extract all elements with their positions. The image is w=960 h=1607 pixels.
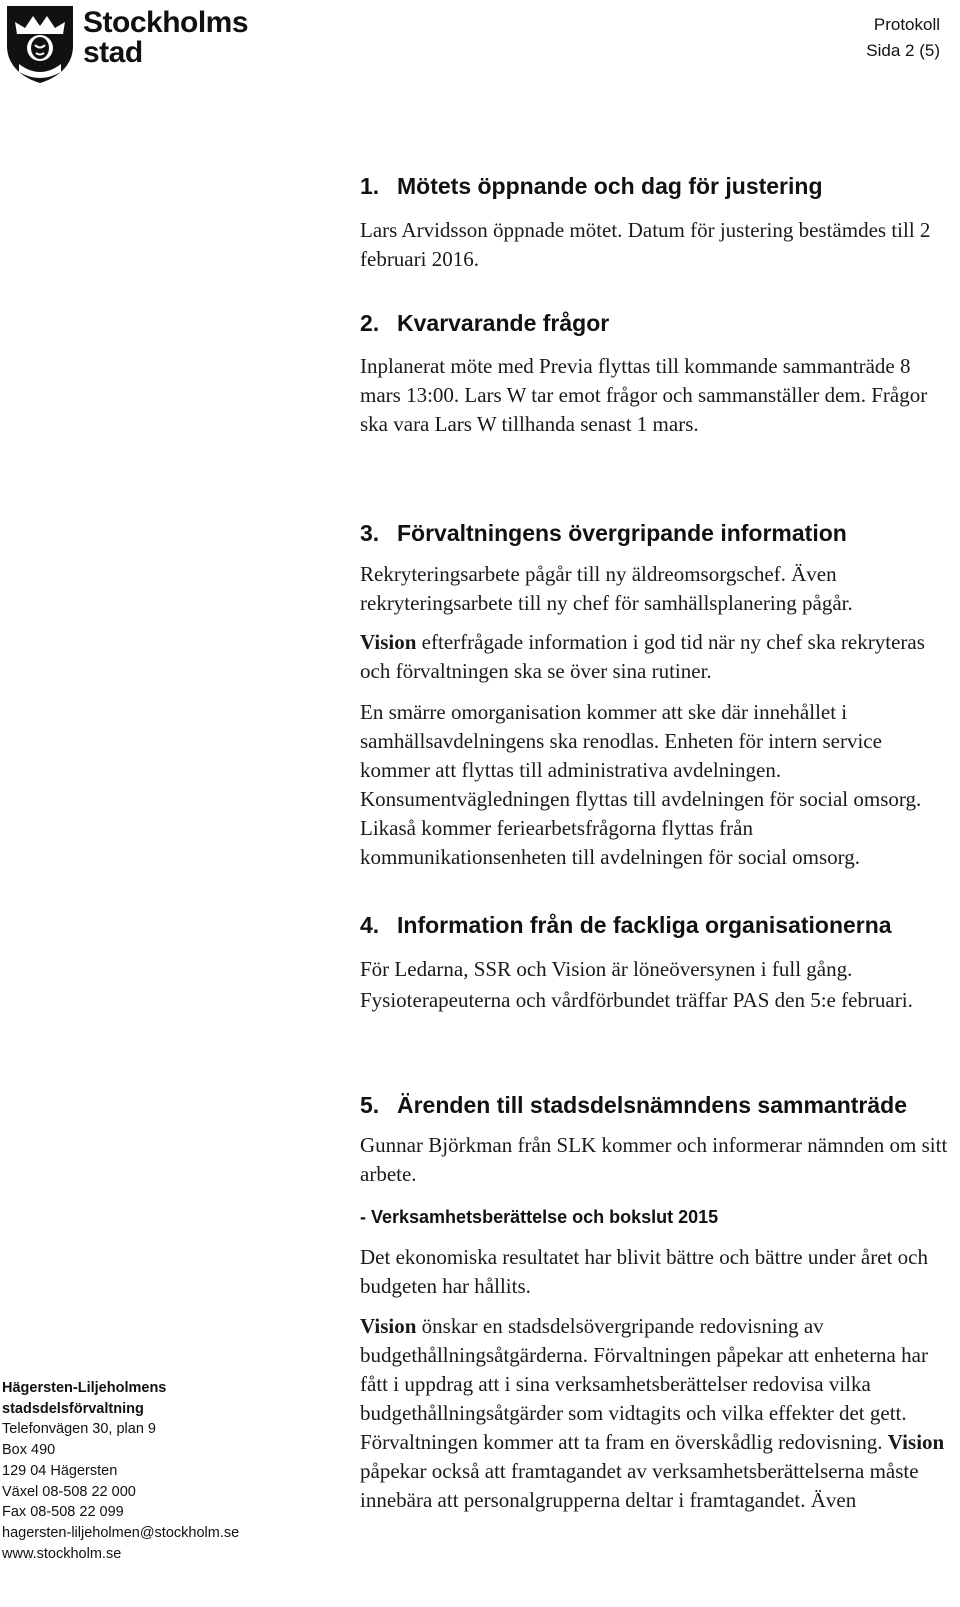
logo-text-line1: Stockholms xyxy=(83,6,249,39)
section-3-paragraph-2 xyxy=(360,628,950,686)
section-number: 1. xyxy=(360,173,380,199)
fax-number: Fax 08-508 22 099 xyxy=(2,1504,124,1521)
page-header xyxy=(866,12,940,64)
section-title: Information från de fackliga organisationerna xyxy=(397,912,892,938)
section-heading-2 xyxy=(360,309,609,337)
page-number: Sida 2 (5) xyxy=(866,41,940,60)
section-title: Mötets öppnande och dag för justering xyxy=(397,173,823,199)
phone-number: Växel 08-508 22 000 xyxy=(2,1483,136,1500)
street-address: Telefonvägen 30, plan 9 xyxy=(2,1421,156,1438)
section-title: Ärenden till stadsdelsnämndens sammanträde xyxy=(397,1092,907,1118)
paragraph-text: önskar en stadsdelsövergripande redovisning av budgethållningsåtgärderna. Förvaltningen påpekar att enheterna har fått i uppdrag att i sina verksamhetsberättelser redovisa vilka budgethållningsåtgärder som vidtagits och vilka effekter det gett. Förvaltningen kommer att ta fram en överskådlig redovisning. xyxy=(360,1314,928,1454)
section-2-paragraph: Inplanerat möte med Previa flyttas till kommande sammanträde 8 mars 13:00. Lars W tar emot frågor och sammanställer dem. Frågor ska vara Lars W tillhanda senast 1 mars. xyxy=(360,354,928,436)
section-3-paragraph-1: Rekryteringsarbete pågår till ny äldreomsorgschef. Även rekryteringsarbete till ny chef för samhällsplanering pågår. xyxy=(360,562,853,615)
org-name-line1: Hägersten-Liljeholmens xyxy=(2,1380,167,1396)
address-footer xyxy=(2,1378,239,1564)
section-5-paragraph-3 xyxy=(360,1312,950,1515)
website: www.stockholm.se xyxy=(2,1545,122,1562)
paragraph-text: efterfrågade information i god tid när ny chef ska rekryteras och förvaltningen ska se över sina rutiner. xyxy=(360,630,925,683)
section-heading-4 xyxy=(360,911,892,939)
section-number: 3. xyxy=(360,520,380,546)
section-title: Kvarvarande frågor xyxy=(397,310,610,336)
vision-label: Vision xyxy=(360,1314,417,1338)
crest-icon xyxy=(5,2,75,84)
vision-label: Vision xyxy=(360,630,417,654)
section-heading-5 xyxy=(360,1091,907,1119)
section-number: 5. xyxy=(360,1092,380,1118)
section-3-paragraph-3: En smärre omorganisation kommer att ske där innehållet i samhällsavdelningens ska renodlas. Enheten för intern service kommer att flyttas till administrativa avdelningen. Konsumentvägledningen flyttas till avdelningen för social omsorg. Likaså kommer feriearbetsfrågorna flyttas från kommunikationsenheten till avdelningen för social omsorg. xyxy=(360,700,922,869)
stockholms-stad-logo xyxy=(5,2,250,86)
postal-address: 129 04 Hägersten xyxy=(2,1462,118,1479)
section-heading-1 xyxy=(360,172,823,200)
section-1-paragraph: Lars Arvidsson öppnade mötet. Datum för justering bestämdes till 2 februari 2016. xyxy=(360,218,931,271)
vision-label: Vision xyxy=(887,1430,945,1454)
section-title: Förvaltningens övergripande information xyxy=(397,520,847,546)
doc-type: Protokoll xyxy=(873,15,940,34)
section-5-paragraph-1: Gunnar Björkman från SLK kommer och informerar nämnden om sitt arbete. xyxy=(360,1133,948,1186)
section-4-paragraph: För Ledarna, SSR och Vision är löneöversynen i full gång. Fysioterapeuterna och vårdförbundet träffar PAS den 5:e februari. xyxy=(360,957,913,1012)
section-heading-3 xyxy=(360,519,847,547)
org-name-line2: stadsdelsförvaltning xyxy=(2,1400,144,1417)
section-5-paragraph-2: Det ekonomiska resultatet har blivit bättre och bättre under året och budgeten har hållits. xyxy=(360,1245,928,1298)
logo-text-line2: stad xyxy=(83,36,143,69)
box-address: Box 490 xyxy=(2,1442,56,1459)
section-number: 4. xyxy=(360,912,380,938)
section-number: 2. xyxy=(360,310,380,336)
email-address: hagersten-liljeholmen@stockholm.se xyxy=(2,1524,240,1541)
paragraph-text: påpekar också att framtagandet av verksamhetsberättelserna måste innebära att personalgrupperna deltar i framtagandet. Även xyxy=(360,1459,919,1512)
sub-heading: - Verksamhetsberättelse och bokslut 2015 xyxy=(360,1207,719,1227)
